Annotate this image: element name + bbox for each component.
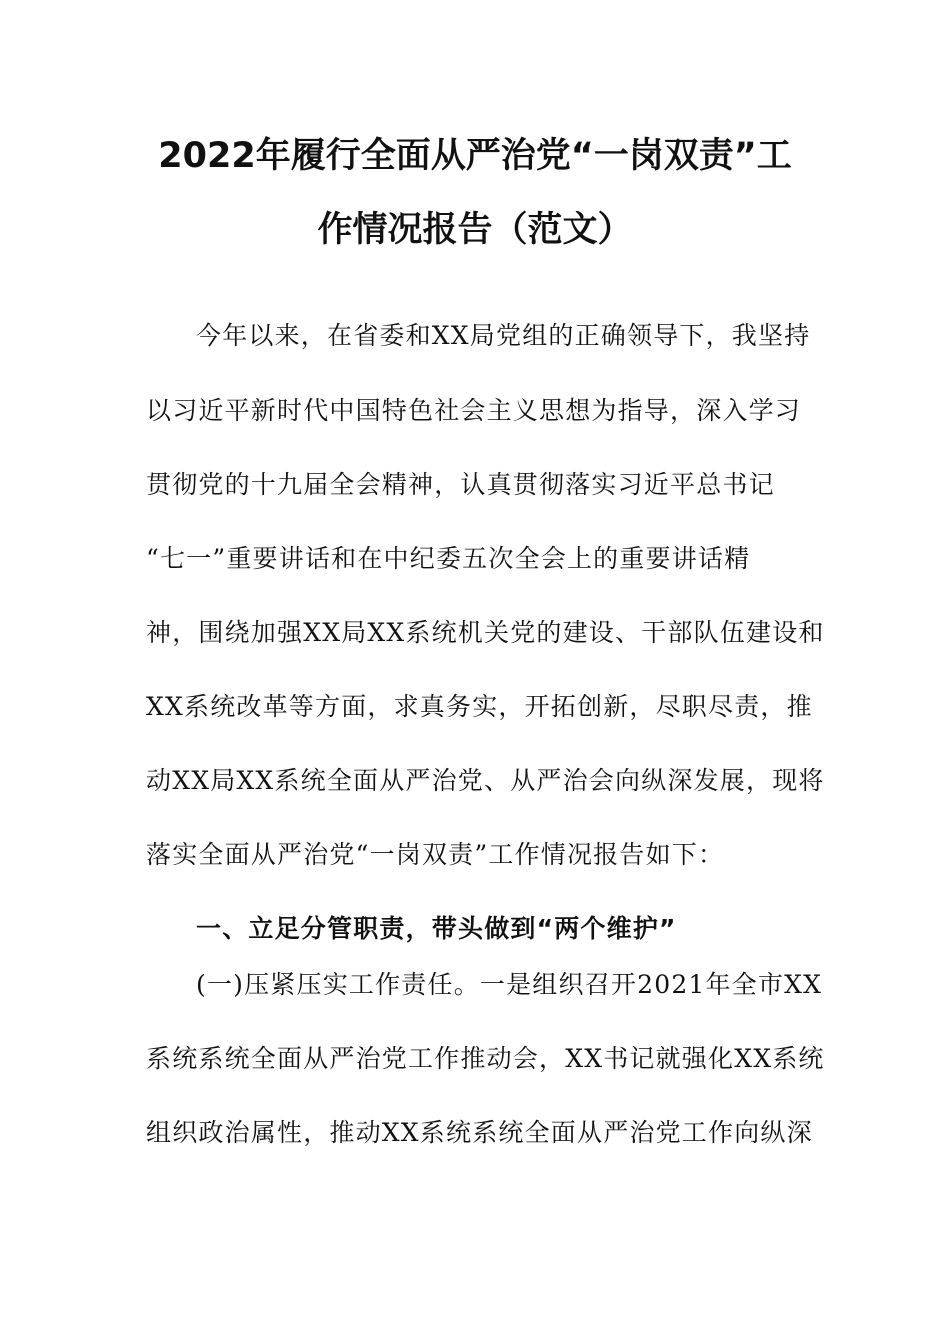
document-title-line-2: 作情况报告（范文） bbox=[317, 210, 633, 250]
body-text-line: 神，围绕加强XX局XX系统机关党的建设、干部队伍建设和 bbox=[146, 618, 825, 647]
body-text-line: 组织政治属性，推动XX系统系统全面从严治党工作向纵深 bbox=[146, 1118, 813, 1147]
body-text-line: (一)压紧压实工作责任。一是组织召开2021年全市XX bbox=[196, 970, 823, 999]
body-text-line: 系统系统全面从严治党工作推动会，XX书记就强化XX系统 bbox=[146, 1044, 825, 1073]
section-heading: 一、立足分管职责，带头做到“两个维护” bbox=[196, 914, 677, 943]
body-text-line: 以习近平新时代中国特色社会主义思想为指导，深入学习 bbox=[146, 396, 802, 425]
body-text-line: 贯彻党的十九届全会精神，认真贯彻落实习近平总书记 bbox=[146, 470, 775, 499]
body-text-line: “七一”重要讲话和在中纪委五次全会上的重要讲话精 bbox=[146, 544, 751, 573]
body-text-line: 动XX局XX系统全面从严治党、从严治会向纵深发展，现将 bbox=[146, 766, 825, 795]
body-text-line: XX系统改革等方面，求真务实，开拓创新，尽职尽责，推 bbox=[146, 692, 813, 721]
body-text-line: 今年以来，在省委和XX局党组的正确领导下，我坚持 bbox=[196, 321, 811, 350]
body-text-line: 落实全面从严治党“一岗双责”工作情况报告如下： bbox=[146, 840, 725, 869]
document-title-line-1: 2022年履行全面从严治党“一岗双责”工 bbox=[158, 136, 792, 176]
